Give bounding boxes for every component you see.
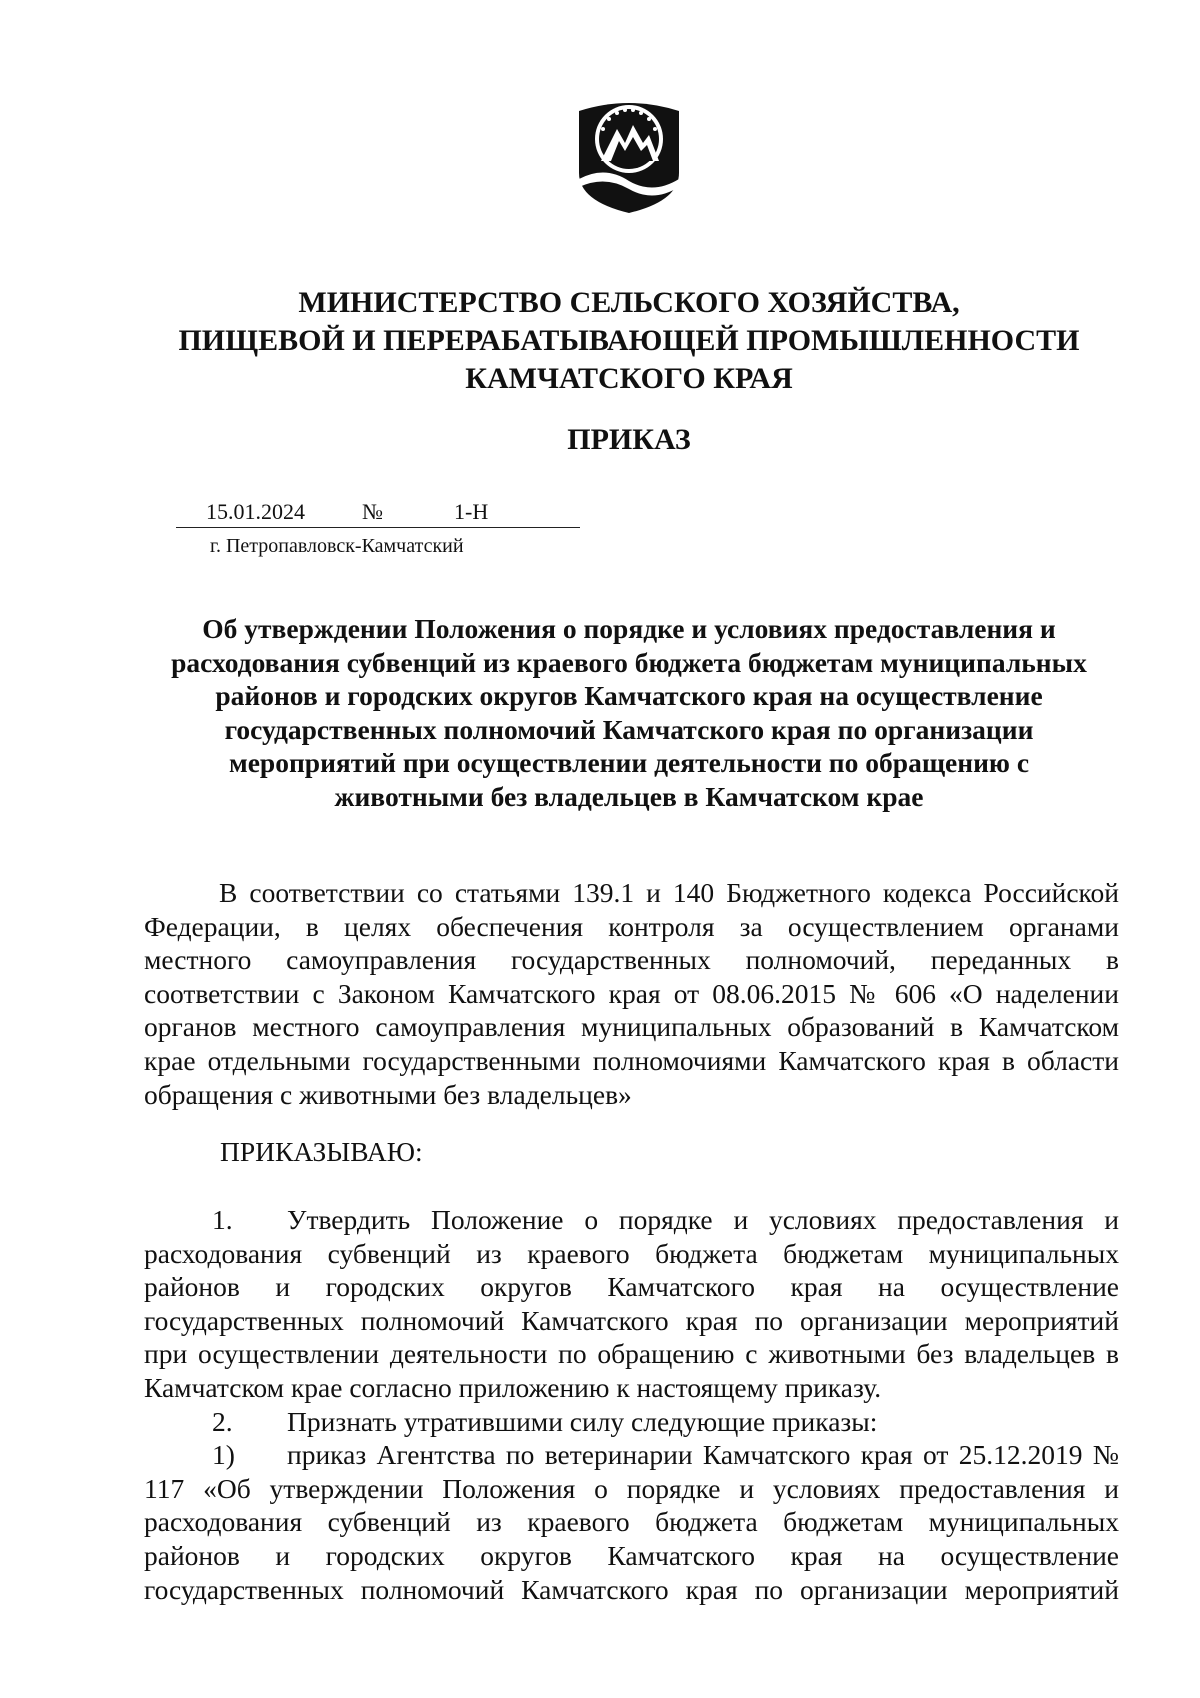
ministry-line-3: КАМЧАТСКОГО КРАЯ bbox=[465, 362, 793, 395]
date-number-line bbox=[176, 497, 580, 528]
item-1-line: при осуществлении деятельности по обращению с животными без владельцев в bbox=[144, 1338, 1119, 1370]
order-date: 15.01.2024 bbox=[206, 499, 305, 524]
preamble-line: местного самоуправления государственных полномочий, переданных в bbox=[144, 944, 1119, 976]
preamble-line: органов местного самоуправления муниципальных образований в Камчатском bbox=[144, 1011, 1119, 1043]
subitem-1-first-line bbox=[144, 1438, 1119, 1472]
subitem-1-line: районов и городских округов Камчатского края на осуществление bbox=[144, 1539, 1119, 1571]
order-directive: ПРИКАЗЫВАЮ: bbox=[220, 1136, 423, 1167]
subject-line: мероприятий при осуществлении деятельности по обращению с bbox=[228, 747, 1030, 778]
item-2-marker: 2. bbox=[212, 1405, 233, 1437]
subitem-1-line: расходования субвенций из краевого бюджета бюджетам муниципальных bbox=[144, 1506, 1119, 1538]
item-1-line: расходования субвенций из краевого бюджета бюджетам муниципальных bbox=[144, 1237, 1119, 1269]
subject-line: Об утверждении Положения о порядке и условиях предоставления и bbox=[202, 613, 1056, 644]
preamble-line: обращения с животными без владельцев» bbox=[144, 1078, 632, 1110]
subject-line: расходования субвенций из краевого бюджета бюджетам муниципальных bbox=[171, 646, 1087, 678]
preamble-paragraph bbox=[144, 876, 1119, 1111]
ministry-name bbox=[100, 284, 1158, 398]
subitem-1-line: 117 «Об утверждении Положения о порядке и условиях предоставления и bbox=[144, 1472, 1119, 1504]
preamble-line: соответствии с Законом Камчатского края от 08.06.2015 № 606 «О наделении bbox=[144, 977, 1119, 1009]
order-number: 1-Н bbox=[454, 499, 489, 524]
subitem-1-line: государственных полномочий Камчатского края по организации мероприятий bbox=[144, 1573, 1119, 1605]
subitem-1-text: приказ Агентства по ветеринарии Камчатского края от 25.12.2019 № bbox=[287, 1439, 1119, 1471]
ministry-line-2: ПИЩЕВОЙ И ПЕРЕРАБАТЫВАЮЩЕЙ ПРОМЫШЛЕННОСТИ bbox=[178, 324, 1080, 357]
item-1-line: районов и городских округов Камчатского края на осуществление bbox=[144, 1271, 1119, 1303]
city-name: г. Петропавловск-Камчатский bbox=[210, 535, 464, 557]
order-items bbox=[144, 1203, 1119, 1606]
item-1-marker: 1. bbox=[212, 1204, 233, 1235]
ministry-line-1: МИНИСТЕРСТВО СЕЛЬСКОГО ХОЗЯЙСТВА, bbox=[298, 286, 960, 319]
preamble-line: Федерации, в целях обеспечения контроля за осуществлением органами bbox=[144, 910, 1119, 942]
preamble-line: В соответствии со статьями 139.1 и 140 Бюджетного кодекса Российской bbox=[219, 877, 1119, 908]
item-1-text: Утвердить Положение о порядке и условиях предоставления и bbox=[287, 1204, 1119, 1235]
order-subject bbox=[130, 612, 1128, 813]
subject-line: районов и городских округов Камчатского края на осуществление bbox=[215, 680, 1043, 711]
document-type: ПРИКАЗ bbox=[567, 423, 691, 456]
subitem-1-marker: 1) bbox=[212, 1439, 235, 1471]
kamchatka-coat-of-arms-icon bbox=[575, 85, 683, 215]
number-sign: № bbox=[362, 499, 383, 524]
item-1-line: государственных полномочий Камчатского края по организации мероприятий bbox=[144, 1304, 1119, 1336]
preamble-line: крае отдельными государственными полномочиями Камчатского края в области bbox=[144, 1044, 1119, 1076]
subject-line: государственных полномочий Камчатского края по организации bbox=[224, 713, 1034, 745]
item-2-text: Признать утратившими силу следующие приказы: bbox=[287, 1405, 878, 1437]
item-2-line bbox=[144, 1405, 1119, 1439]
subject-line: животными без владельцев в Камчатском крае bbox=[334, 780, 924, 812]
item-1-line: Камчатском крае согласно приложению к настоящему приказу. bbox=[144, 1371, 882, 1403]
item-1-first-line bbox=[144, 1203, 1119, 1237]
